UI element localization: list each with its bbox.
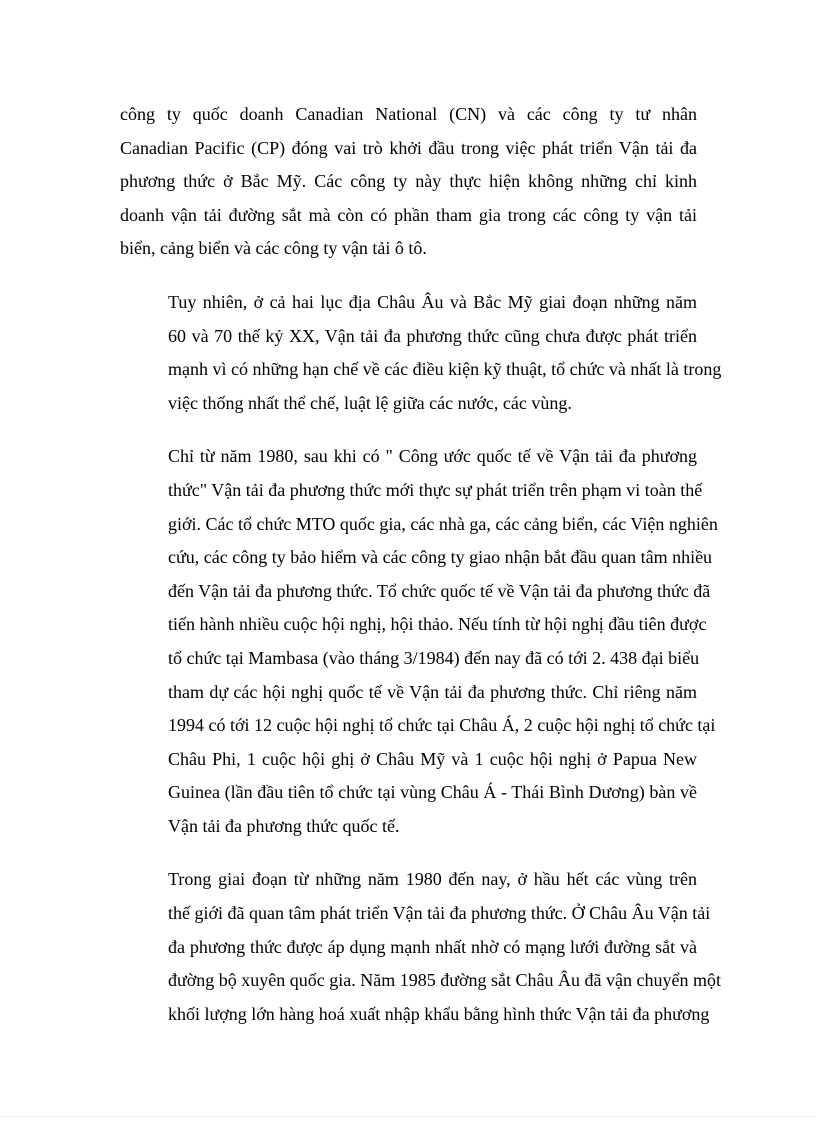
text-line: biển, cảng biển và các công ty vận tải ô tô. xyxy=(120,238,427,259)
text-line: tiến hành nhiều cuộc hội nghị, hội thảo. Nếu tính từ hội nghị đầu tiên được xyxy=(168,614,707,635)
text-line: 1994 có tới 12 cuộc hội nghị tổ chức tại Châu Á, 2 cuộc hội nghị tổ chức tại xyxy=(168,715,716,736)
text-line: công ty quốc doanh Canadian National (CN) và các công ty tư nhân xyxy=(120,104,697,124)
text-line: thế giới đã quan tâm phát triển Vận tải đa phương thức. Ở Châu Âu Vận tải xyxy=(168,903,711,924)
text-line: Trong giai đoạn từ những năm 1980 đến nay, ở hầu hết các vùng trên xyxy=(168,869,697,890)
text-line: đường bộ xuyên quốc gia. Năm 1985 đường sắt Châu Âu đã vận chuyển một xyxy=(168,970,721,991)
text-line: việc thống nhất thể chế, luật lệ giữa các nước, các vùng. xyxy=(168,392,572,413)
text-line: Guinea (lần đầu tiên tổ chức tại vùng Châu Á - Thái Bình Dương) bàn về xyxy=(168,782,697,803)
text-line: thức" Vận tải đa phương thức mới thực sự phát triển trên phạm vi toàn thế xyxy=(168,479,703,500)
text-line: Tuy nhiên, ở cả hai lục địa Châu Âu và Bắc Mỹ giai đoạn những năm xyxy=(168,291,697,312)
paragraph-1 xyxy=(120,98,697,266)
text-line: phương thức ở Bắc Mỹ. Các công ty này thực hiện không những chỉ kinh xyxy=(120,171,697,192)
text-line: tổ chức tại Mambasa (vào tháng 3/1984) đến nay đã có tới 2. 438 đại biểu xyxy=(168,647,700,668)
text-line: Chỉ từ năm 1980, sau khi có " Công ước quốc tế về Vận tải đa phương xyxy=(168,446,697,467)
text-line: doanh vận tải đường sắt mà còn có phần tham gia trong các công ty vận tải xyxy=(120,204,697,225)
text-line: tham dự các hội nghị quốc tế về Vận tải đa phương thức. Chỉ riêng năm xyxy=(168,681,697,702)
paragraph-4 xyxy=(120,863,721,1031)
page-bottom-divider xyxy=(0,1116,816,1117)
text-line: Châu Phi, 1 cuộc hội ghị ở Châu Mỹ và 1 cuộc hội nghị ở Papua New xyxy=(168,748,697,769)
text-line: Canadian Pacific (CP) đóng vai trò khởi đầu trong việc phát triển Vận tải đa xyxy=(120,137,697,158)
paragraph-3 xyxy=(120,440,718,843)
text-line: khối lượng lớn hàng hoá xuất nhập khẩu bằng hình thức Vận tải đa phương xyxy=(168,1003,710,1024)
text-line: 60 và 70 thế kỷ XX, Vận tải đa phương thức cũng chưa được phát triển xyxy=(168,325,697,346)
text-line: đa phương thức được áp dụng mạnh nhất nhờ có mạng lưới đường sắt và xyxy=(168,936,697,957)
paragraph-2 xyxy=(120,286,722,420)
text-line: giới. Các tổ chức MTO quốc gia, các nhà ga, các cảng biển, các Viện nghiên xyxy=(168,513,718,534)
text-line: đến Vận tải đa phương thức. Tổ chức quốc tế về Vận tải đa phương thức đã xyxy=(168,580,711,601)
text-line: cứu, các công ty bảo hiểm và các công ty giao nhận bắt đầu quan tâm nhiều xyxy=(168,547,713,568)
text-line: mạnh vì có những hạn chế về các điều kiện kỹ thuật, tổ chức và nhất là trong xyxy=(168,359,722,380)
document-body xyxy=(120,98,722,1051)
text-line: Vận tải đa phương thức quốc tế. xyxy=(168,815,400,836)
